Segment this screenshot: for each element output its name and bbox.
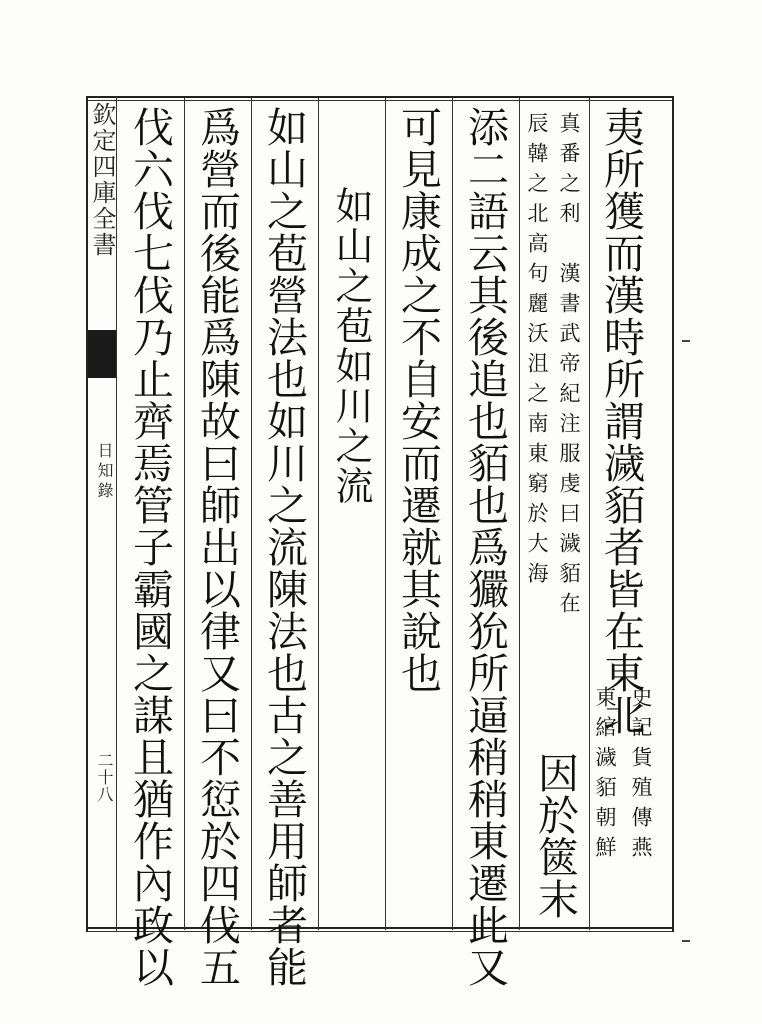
text-column-3: 添二語云其後追也貊也爲玁狁所逼稍稍東遷此又	[461, 106, 509, 988]
annotation-column-2b: 辰韓之北高句麗沃沮之南東窮於大海	[525, 112, 549, 592]
column-divider	[589, 98, 590, 930]
edge-book-title: 欽定四庫全書	[88, 102, 116, 258]
frame-bottom-rule-inner	[86, 931, 674, 932]
column-divider	[519, 98, 520, 930]
edge-page-number: 二十八	[95, 752, 114, 803]
annotation-column-1b: 東綰濊貊朝鮮	[593, 686, 617, 866]
text-column-4: 可見康成之不自安而遷就其說也	[394, 106, 442, 694]
text-column-6: 如山之苞營法也如川之流陳法也古之善用師者能	[260, 106, 308, 988]
section-heading: 如山之苞如川之流	[329, 186, 373, 506]
column-divider	[318, 98, 319, 930]
text-column-1: 夷所獲而漢時所謂濊貊者皆在東北	[597, 106, 645, 736]
text-column-7: 爲營而後能爲陳故曰師出以律又曰不愆於四伐五	[193, 106, 241, 988]
annotation-column-2a: 真番之利 漢書武帝紀注服虔曰濊貊在	[557, 112, 581, 622]
column-divider	[385, 98, 386, 930]
frame-top-rule	[86, 96, 674, 98]
annotation-column-1a: 史記貨殖傳燕	[629, 686, 653, 866]
text-column-8: 伐六伐七伐乃止齊焉管子霸國之謀且猶作內政以	[126, 106, 174, 988]
edge-black-tab	[88, 330, 116, 378]
text-column-2-tail: 因於篋末	[531, 752, 579, 920]
margin-rule	[116, 96, 117, 932]
margin-tick	[682, 940, 690, 942]
frame-bottom-rule	[86, 927, 674, 929]
frame-right-rule	[672, 96, 674, 932]
column-divider	[184, 98, 185, 930]
frame-top-rule-inner	[86, 100, 674, 101]
column-divider	[452, 98, 453, 930]
column-divider	[251, 98, 252, 930]
edge-book-name: 日知錄	[95, 442, 114, 502]
margin-tick	[682, 340, 690, 342]
